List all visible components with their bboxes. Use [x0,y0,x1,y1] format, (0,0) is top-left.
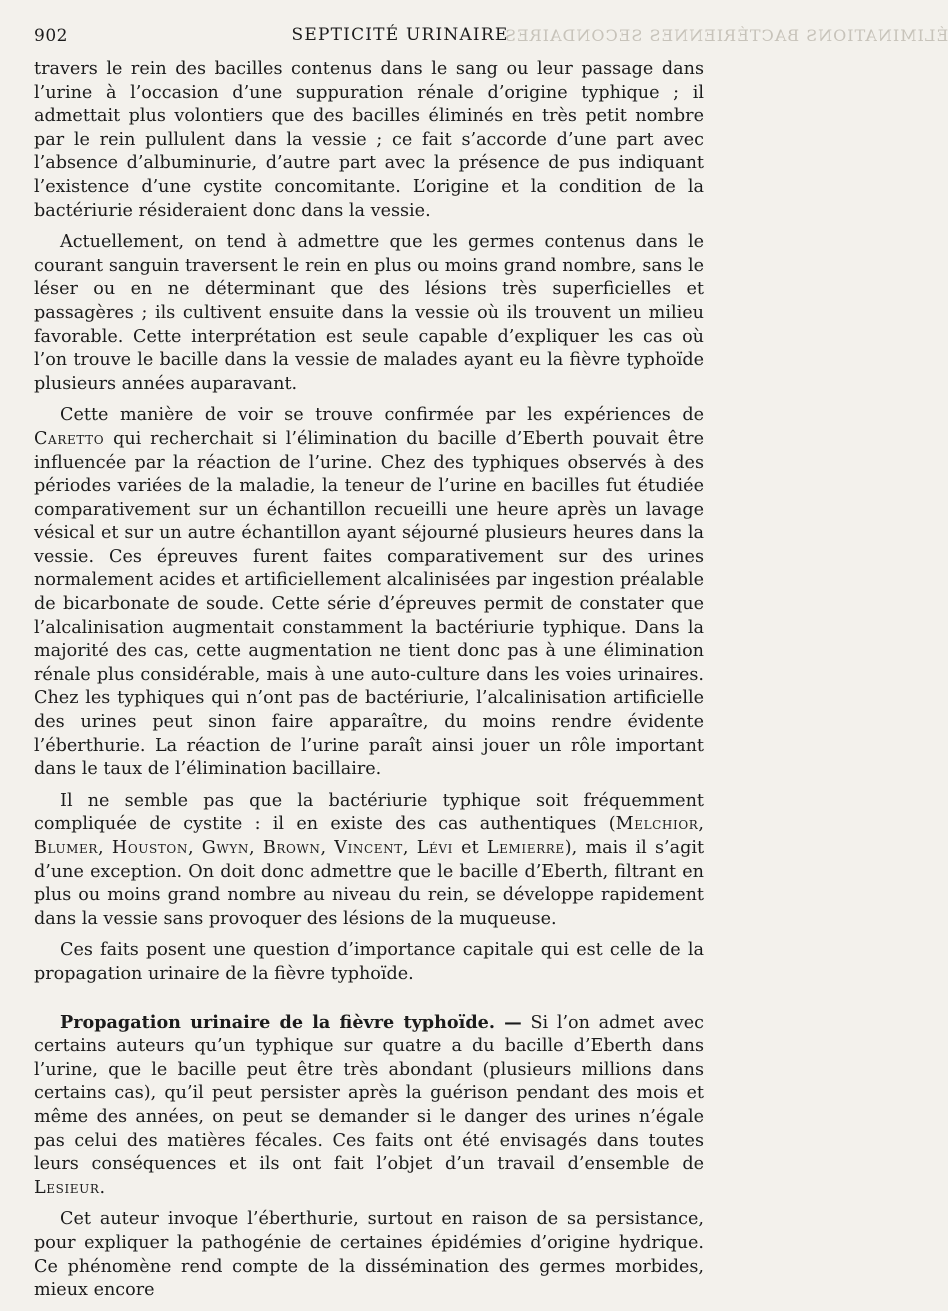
paragraph-3-text-end: qui recherchait si l’élimination du bacille d’Eberth pouvait être influencée par la réaction de l’urine. Chez des typhiques observés à des périodes variées de la maladie, la teneur de l’urine en bacilles fut étudiée comparativement sur un échantillon recueilli une heure après un lavage vésical et sur un autre échantillon ayant séjourné plusieurs heures dans la vessie. Ces épreuves furent faites comparativement sur des urines normalement acides et artificiellement alcalinisées par ingestion préalable de bicarbonate de soude. Cette série d’épreuves permit de constater que l’alcalinisation augmentait constamment la bactériurie typhique. Dans la majorité des cas, cette augmentation ne tient donc pas à une élimination rénale plus considérable, mais à une auto-culture dans les voies urinaires. Chez les typhiques qui n’ont pas de bactériurie, l’alcalinisation artificielle des urines peut sinon faire apparaître, du moins rendre évidente l’éberthurie. La réaction de l’urine paraît ainsi jouer un rôle important dans le taux de l’élimination bacillaire. [34,428,704,780]
section-paragraph [34,1011,704,1201]
paragraph-4-text-end: ), mais il s’agit d’une exception. On doit donc admettre que le bacille d’Eberth, filtrant en plus ou moins grand nombre au niveau du rein, se développe rapidement dans la vessie sans provoquer des lésions de la muqueuse. [34,838,705,929]
author-name: Lesieur [34,1177,100,1198]
body-text [34,58,704,1311]
show-through-text: ÉLIMINATIONS BACTÉRIENNES SECONDAIRES [504,26,948,45]
separator: , [248,838,263,858]
author-name: Lévi [416,838,453,858]
author-name: Houston [111,838,188,858]
separator: et [452,838,487,858]
paragraph-2 [34,231,704,396]
separator: , [187,838,202,858]
author-name: Lemierre [486,838,565,858]
paragraph-4 [34,790,704,932]
author-name: Brown [262,838,321,858]
paragraph-1-text: travers le rein des bacilles contenus dans le sang ou leur passage dans l’urine à l’occasion d’une suppuration rénale d’origine typhique ; il admettait plus volontiers que des bacilles éliminés en très petit nombre par le rein pullulent dans la vessie ; ce fait s’accorde d’une part avec l’absence d’albuminurie, d’autre part avec la présence de pus indiquant l’existence d’une cystite concomitante. L’origine et la condition de la bactériurie résideraient donc dans la vessie. [34,59,704,221]
paragraph-3 [34,404,704,782]
section-text-end: . [99,1177,106,1198]
author-name: Melchior [615,814,699,835]
author-name: Vincent [334,838,403,858]
separator: , [698,814,704,835]
author-name: Gwyn [201,838,249,858]
paragraph-5 [34,939,704,986]
paragraph-2-text: Actuellement, on tend à admettre que les germes contenus dans le courant sanguin traversent le rein en plus ou moins grand nombre, sans le léser ou en ne déterminant que des lésions très superficielles et passagères ; ils cultivent ensuite dans la vessie où ils trouvent un milieu favorable. Cette interprétation est seule capable d’expliquer les cas où l’on trouve le bacille dans la vessie de malades ayant eu la fièvre typhoïde plusieurs années auparavant. [34,232,704,394]
section-text-start: Si l’on admet avec certains auteurs qu’un typhique sur quatre a du bacille d’Eberth dans l’urine, que le bacille peut être très abondant (plusieurs millions dans certains cas), qu’il peut persister après la guérison pendant des mois et même des années, on peut se demander si le danger des urines n’égale pas celui des matières fécales. Ces faits ont été envisagés dans toutes leurs conséquences et ils ont fait l’objet d’un travail d’ensemble de [34,1012,704,1175]
paragraph-4-text-start: Il ne semble pas que la bactériurie typhique soit fréquemment compliquée de cystite : il en existe des cas authentiques ( [34,790,704,835]
section-heading: Propagation urinaire de la fièvre typhoïde. — [60,1011,522,1033]
paragraph-7 [34,1208,704,1302]
separator: , [320,838,335,858]
author-name: Blumer [34,838,99,858]
separator: , [98,838,112,858]
page-number: 902 [34,26,68,46]
paragraph-5-text: Ces faits posent une question d’importance capitale qui est celle de la propagation urinaire de la fièvre typhoïde. [34,940,704,984]
page-header [34,22,948,48]
author-name: Caretto [34,428,105,449]
separator: , [402,838,417,858]
paragraph-7-text: Cet auteur invoque l’éberthurie, surtout en raison de sa persistance, pour expliquer la pathogénie de certaines épidémies d’origine hydrique. Ce phénomène rend compte de la dissémination des germes morbides, mieux encore [34,1209,704,1301]
paragraph-3-text-start: Cette manière de voir se trouve confirmée par les expériences de [60,405,704,426]
running-title: SEPTICITÉ URINAIRE [291,25,509,45]
paragraph-1 [34,58,704,223]
